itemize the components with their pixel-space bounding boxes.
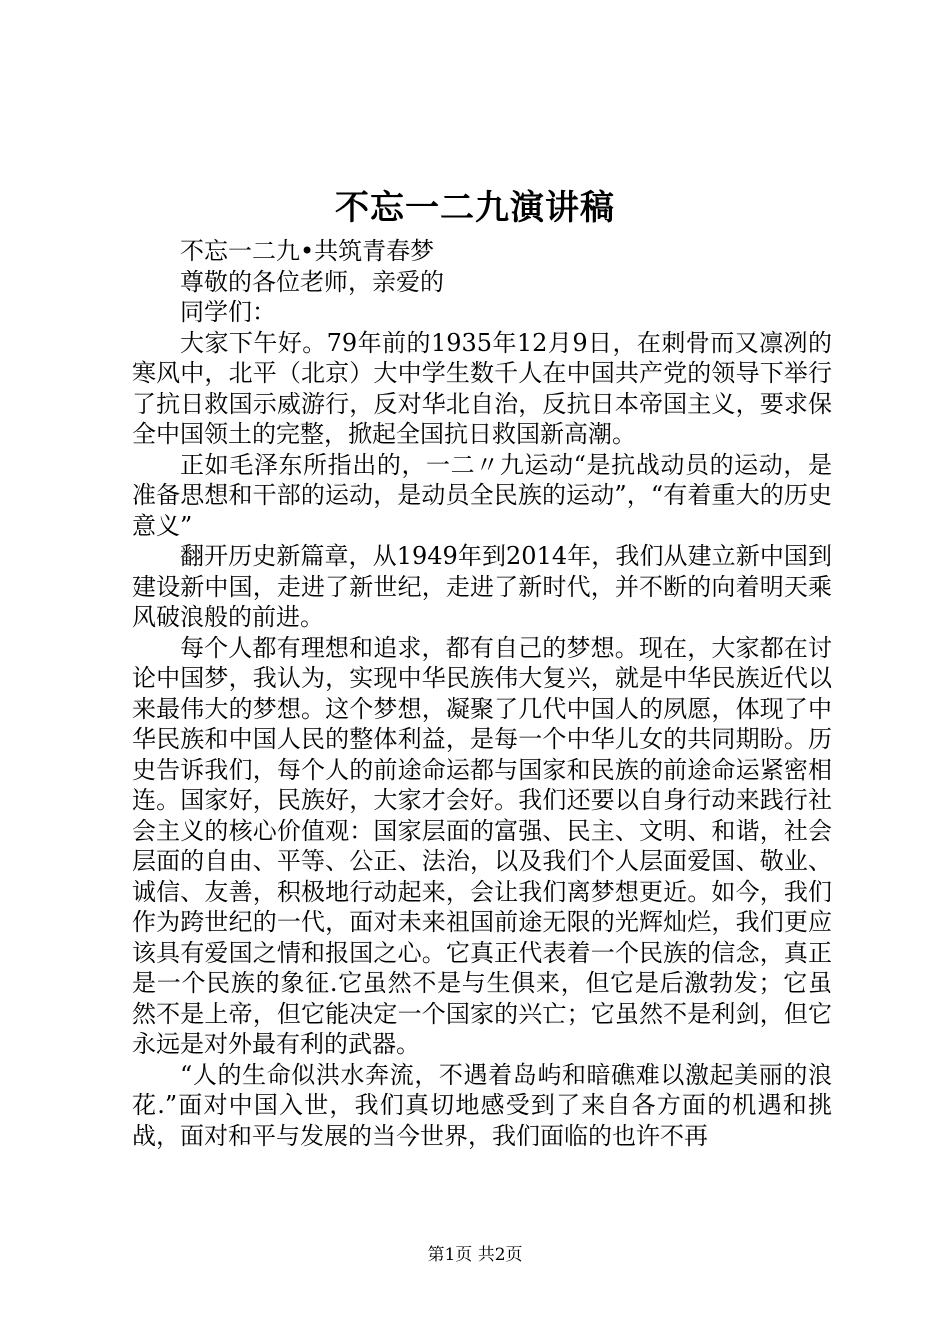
paragraph: 正如毛泽东所指出的，一二〃九运动“是抗战动员的运动，是准备思想和干部的运动，是动员全民族的运动”，“有着重大的历史意义” xyxy=(132,450,832,540)
salutation-line-2: 同学们： xyxy=(180,298,276,326)
paragraph: 每个人都有理想和追求，都有自己的梦想。现在，大家都在讨论中国梦，我认为，实现中华民族伟大复兴，就是中华民族近代以来最伟大的梦想。这个梦想，凝聚了几代中国人的夙愿，体现了中华民族和中国人民的整体利益，是每一个中华儿女的共同期盼。历史告诉我们，每个人的前途命运都与国家和民族的前途命运紧密相连。国家好，民族好，大家才会好。我们还要以自身行动来践行社会主义的核心价值观：国家层面的富强、民主、文明、和谐，社会层面的自由、平等、公正、法治，以及我们个人层面爱国、敬业、诚信、友善，积极地行动起来，会让我们离梦想更近。如今，我们作为跨世纪的一代，面对未来祖国前途无限的光辉灿烂，我们更应该具有爱国之情和报国之心。它真正代表着一个民族的信念，真正是一个民族的象征.它虽然不是与生俱来，但它是后激勃发；它虽然不是上帝，但它能决定一个国家的兴亡；它虽然不是利剑，但它永远是对外最有利的武器。 xyxy=(132,633,832,1058)
salutation-line-1: 尊敬的各位老师，亲爱的 xyxy=(180,267,444,296)
paragraph: “人的生命似洪水奔流，不遇着岛屿和暗礁难以激起美丽的浪花.”面对中国入世，我们真切地感受到了来自各方面的机遇和挑战，面对和平与发展的当今世界，我们面临的也许不再 xyxy=(132,1060,832,1150)
paragraph: 大家下午好。79年前的1935年12月9日，在刺骨而又凛冽的寒风中，北平（北京）大中学生数千人在中国共产党的领导下举行了抗日救国示威游行，反对华北自治，反抗日本帝国主义，要求保全中国领土的完整，掀起全国抗日救国新高潮。 xyxy=(132,328,832,448)
page-footer: 第1页 共2页 xyxy=(427,1245,523,1265)
subtitle-line: 不忘一二九•共筑青春梦 xyxy=(180,237,435,265)
paragraph: 翻开历史新篇章，从1949年到2014年，我们从建立新中国到建设新中国，走进了新世纪，走进了新时代，并不断的向着明天乘风破浪般的前进。 xyxy=(132,542,832,631)
document-title: 不忘一二九演讲稿 xyxy=(335,188,615,228)
document-body xyxy=(132,236,832,1151)
